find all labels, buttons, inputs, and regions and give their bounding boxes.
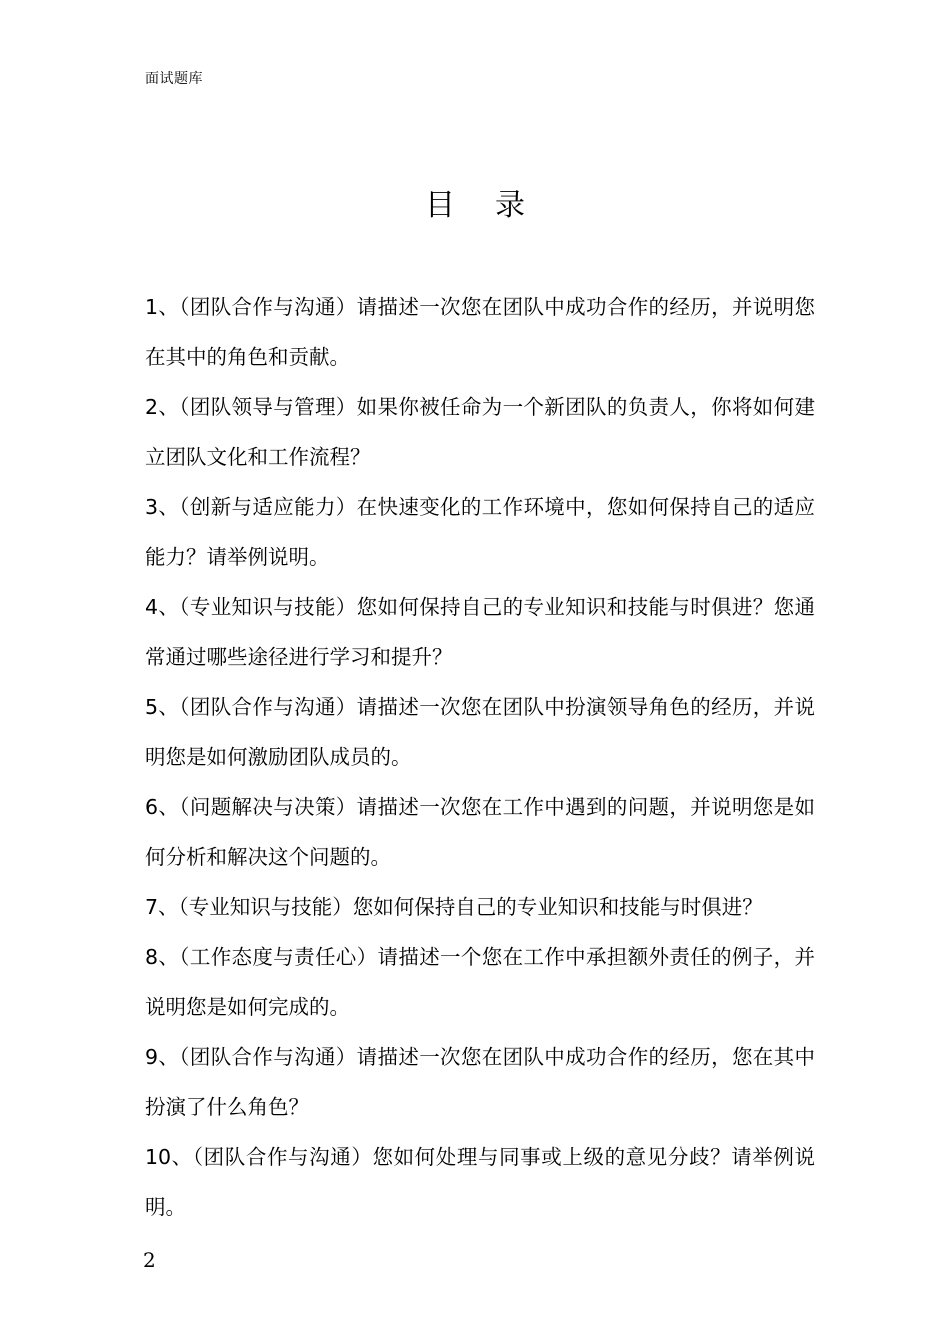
toc-item-7[interactable] [145, 882, 815, 932]
toc-item-number: 10、 [145, 1145, 193, 1169]
toc-item-text: （团队合作与沟通）请描述一次您在团队中扮演领导角色的经历，并说明您是如何激励团队成员的。 [145, 695, 816, 769]
toc-item-number: 6、 [145, 795, 180, 819]
toc-item-4[interactable] [145, 582, 815, 682]
toc-item-5[interactable] [145, 682, 815, 782]
toc-item-text: （专业知识与技能）您如何保持自己的专业知识和技能与时俱进？您通常通过哪些途径进行学习和提升？ [145, 595, 816, 669]
toc-item-number: 2、 [145, 395, 180, 419]
toc-item-text: （创新与适应能力）在快速变化的工作环境中，您如何保持自己的适应能力？请举例说明。 [145, 495, 816, 569]
toc-item-number: 8、 [145, 945, 180, 969]
toc-item-number: 4、 [145, 595, 180, 619]
toc-item-9[interactable] [145, 1032, 815, 1132]
toc-item-3[interactable] [145, 482, 815, 582]
toc-item-text: （团队合作与沟通）请描述一次您在团队中成功合作的经历，并说明您在其中的角色和贡献。 [145, 295, 816, 369]
toc-item-number: 5、 [145, 695, 180, 719]
toc-item-number: 9、 [145, 1045, 180, 1069]
page-number: 2 [143, 1248, 156, 1272]
toc-item-1[interactable] [145, 282, 815, 382]
toc-item-text: （团队合作与沟通）请描述一次您在团队中成功合作的经历，您在其中扮演了什么角色？ [145, 1045, 816, 1119]
toc-item-number: 3、 [145, 495, 180, 519]
toc-item-text: （工作态度与责任心）请描述一个您在工作中承担额外责任的例子，并说明您是如何完成的。 [145, 945, 816, 1019]
toc-item-number: 7、 [145, 895, 179, 919]
toc-item-text: （问题解决与决策）请描述一次您在工作中遇到的问题，并说明您是如何分析和解决这个问题的。 [145, 795, 816, 869]
toc-item-10[interactable] [145, 1132, 815, 1232]
toc-item-text: （团队合作与沟通）您如何处理与同事或上级的意见分歧？请举例说明。 [145, 1145, 815, 1219]
toc-title: 目录 [425, 188, 565, 223]
toc-item-8[interactable] [145, 932, 815, 1032]
toc-item-number: 1、 [145, 295, 180, 319]
toc-item-text: （团队领导与管理）如果你被任命为一个新团队的负责人，你将如何建立团队文化和工作流程？ [145, 395, 816, 469]
page-header: 面试题库 [145, 71, 203, 87]
toc-item-text: （专业知识与技能）您如何保持自己的专业知识和技能与时俱进？ [178, 895, 763, 919]
toc-item-2[interactable] [145, 382, 815, 482]
toc-item-6[interactable] [145, 782, 815, 882]
toc-list [145, 282, 815, 1232]
